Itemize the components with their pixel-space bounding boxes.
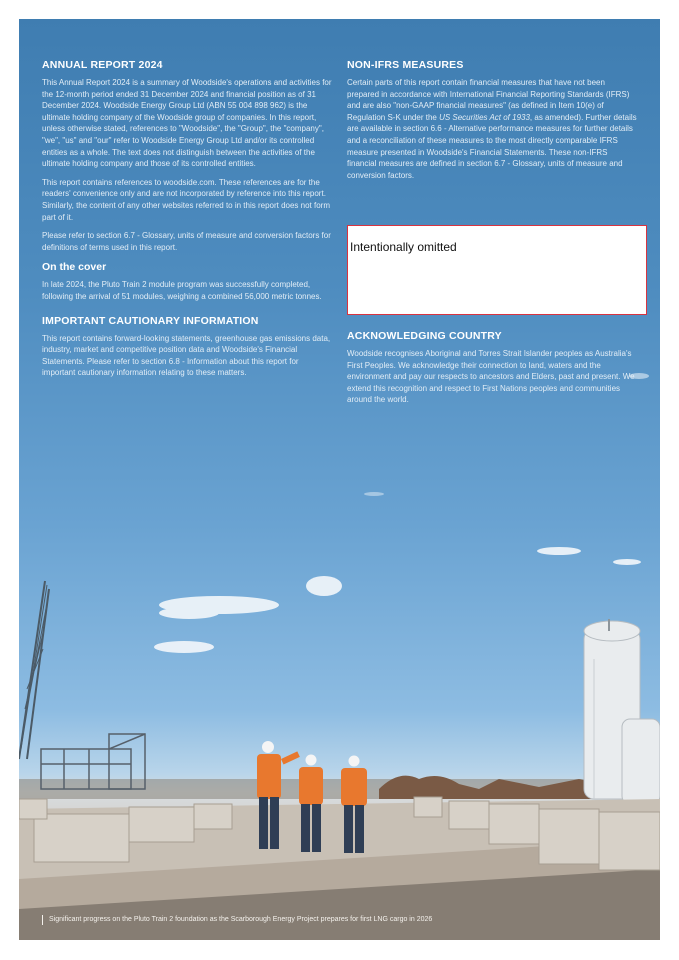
workers	[257, 741, 367, 853]
omitted-label: Intentionally omitted	[350, 240, 457, 254]
acknowledging-country-section	[347, 330, 639, 413]
non-ifrs-heading: NON-IFRS MEASURES	[347, 59, 464, 71]
crane	[19, 581, 49, 759]
annual-report-paragraph-2: This report contains references to woodside.com. These references are for the readers' convenience only and are not incorporated by reference into this report. Similarly, the content of any other websites referred to in this report does not form part of it.	[42, 177, 330, 222]
acknowledging-heading: ACKNOWLEDGING COUNTRY	[347, 330, 502, 342]
non-ifrs-text-part-a: Certain parts of this report contain financial measures that have not been prepared in accordance with International Financial Reporting Standards (IFRS) and are also "non-GAAP financial measures" (as defined in Item 10(e) of Regulation S-K under the	[347, 78, 630, 122]
cautionary-text: This report contains forward-looking statements, greenhouse gas emissions data, industry, market and competitive position data and Woodside's Financial Statements. Please refer to section 6.8 - Information about this report for important cautionary information relating to these matters.	[42, 333, 331, 378]
photo-caption: Significant progress on the Pluto Train 2 foundation as the Scarborough Energy Project prepares for first LNG cargo in 2026	[42, 915, 649, 925]
cautionary-heading: IMPORTANT CAUTIONARY INFORMATION	[42, 314, 259, 327]
non-ifrs-text-italic: US Securities Act of 1933	[439, 112, 530, 122]
intentionally-omitted-box	[347, 225, 647, 315]
cover-text: In late 2024, the Pluto Train 2 module program was successfully completed, following the arrival of 51 modules, weighing a combined 56,000 metric tonnes.	[42, 280, 322, 301]
non-ifrs-text	[347, 77, 639, 181]
annual-report-heading: ANNUAL REPORT 2024	[42, 59, 163, 71]
left-column	[42, 59, 334, 386]
annual-report-paragraph-3: Please refer to section 6.7 - Glossary, units of measure and conversion factors for definitions of terms used in this report.	[42, 231, 331, 252]
right-column-top	[347, 59, 639, 188]
report-page	[19, 19, 660, 940]
cover-heading: On the cover	[42, 261, 107, 274]
lng-vessels	[584, 619, 660, 804]
clouds	[154, 373, 649, 653]
annual-report-paragraph-1: This Annual Report 2024 is a summary of Woodside's operations and activities for the 12-month period ended 31 December 2024 and financial position as of 31 December 2024. Woodside Energy Group Ltd (ABN 55 004 898 962) is the ultimate holding company of the Woodside group of companies. In this report, unless otherwise stated, references to "Woodside", the "Group", the "company", "we", "us" and "our" refer to Woodside Energy Group Ltd and/or its controlled entities as a whole. The text does not distinguish between the activities of the ultimate holding company and those of its controlled entities.	[42, 78, 332, 169]
acknowledging-text: Woodside recognises Aboriginal and Torres Strait Islander peoples as Australia's First Peoples. We acknowledge their connection to land, waters and the environment and pay our respects to ancestors and Elders, past and present. We extend this recognition and respect to First Nations peoples and communities around the world.	[347, 349, 635, 405]
non-ifrs-text-part-b: , as amended). Further details are available in section 6.6 - Alternative performance measures for further details and a reconciliation of these measures to the most directly comparable IFRS measure presented in Woodside's Financial Statements. These non-IFRS financial measures are defined in section 6.7 - Glossary, units of measure and conversion factors.	[347, 112, 637, 180]
